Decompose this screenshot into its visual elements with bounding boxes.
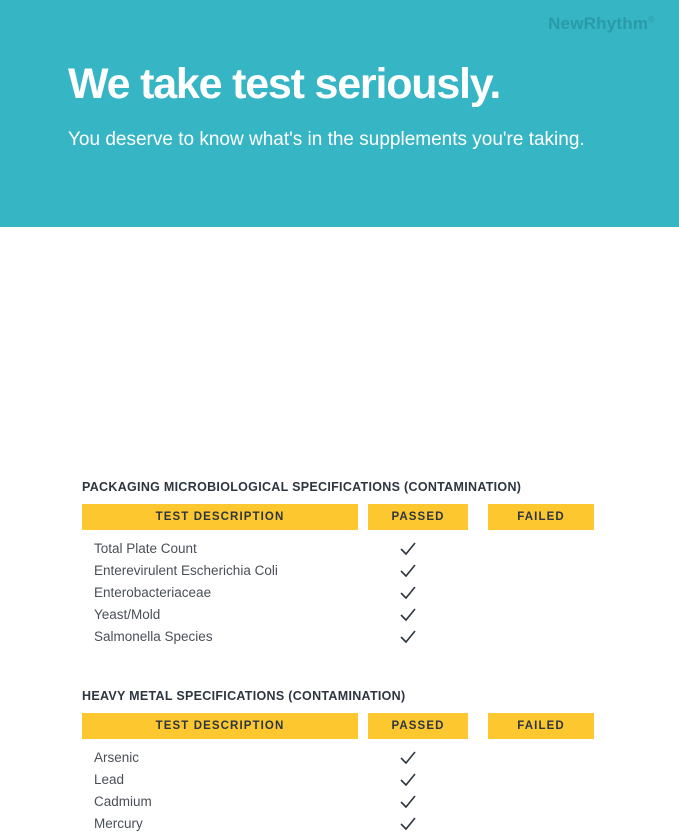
test-name: Enterobacteriaceae [94, 584, 212, 600]
column-header-description: TEST DESCRIPTION [82, 504, 358, 530]
specifications-table [82, 504, 602, 647]
passed-checkmark-icon [358, 815, 458, 830]
column-header-passed: PASSED [368, 504, 468, 530]
passed-checkmark-icon [358, 628, 458, 643]
table-header-row [82, 504, 602, 530]
registered-trademark-icon: ® [648, 14, 655, 25]
test-name: Enterevirulent Escherichia Coli [94, 562, 278, 578]
section-title: HEAVY METAL SPECIFICATIONS (CONTAMINATION) [82, 689, 406, 703]
passed-checkmark-icon [358, 771, 458, 786]
passed-checkmark-icon [358, 562, 458, 577]
table-body [82, 746, 602, 834]
table-row [82, 625, 602, 647]
test-name: Arsenic [94, 749, 140, 765]
passed-checkmark-icon [358, 793, 458, 808]
brand-name: NewRhythm [548, 14, 649, 33]
table-row [82, 812, 602, 834]
hero-banner [0, 0, 679, 227]
column-header-failed: FAILED [488, 504, 594, 530]
test-name: Salmonella Species [94, 628, 213, 644]
passed-checkmark-icon [358, 749, 458, 764]
table-row [82, 581, 602, 603]
test-name: Yeast/Mold [94, 606, 161, 622]
section-packaging-microbiological [82, 480, 602, 647]
test-name: Lead [94, 771, 125, 787]
specifications-table [82, 713, 602, 834]
passed-checkmark-icon [358, 606, 458, 621]
passed-checkmark-icon [358, 584, 458, 599]
section-title: PACKAGING MICROBIOLOGICAL SPECIFICATIONS (CONTAMINATION) [82, 480, 522, 494]
table-row [82, 559, 602, 581]
column-header-passed: PASSED [368, 713, 468, 739]
table-body [82, 537, 602, 647]
brand-logo [548, 14, 655, 34]
table-row [82, 603, 602, 625]
table-row [82, 746, 602, 768]
table-row [82, 790, 602, 812]
test-name: Mercury [94, 815, 143, 831]
table-row [82, 768, 602, 790]
test-name: Cadmium [94, 793, 152, 809]
page-title: We take test seriously. [68, 60, 501, 108]
section-heavy-metal [82, 689, 602, 834]
table-header-row [82, 713, 602, 739]
test-name: Total Plate Count [94, 540, 197, 556]
column-header-failed: FAILED [488, 713, 594, 739]
page-subtitle: You deserve to know what's in the supplements you're taking. [68, 129, 585, 150]
column-header-description: TEST DESCRIPTION [82, 713, 358, 739]
table-row [82, 537, 602, 559]
passed-checkmark-icon [358, 540, 458, 555]
